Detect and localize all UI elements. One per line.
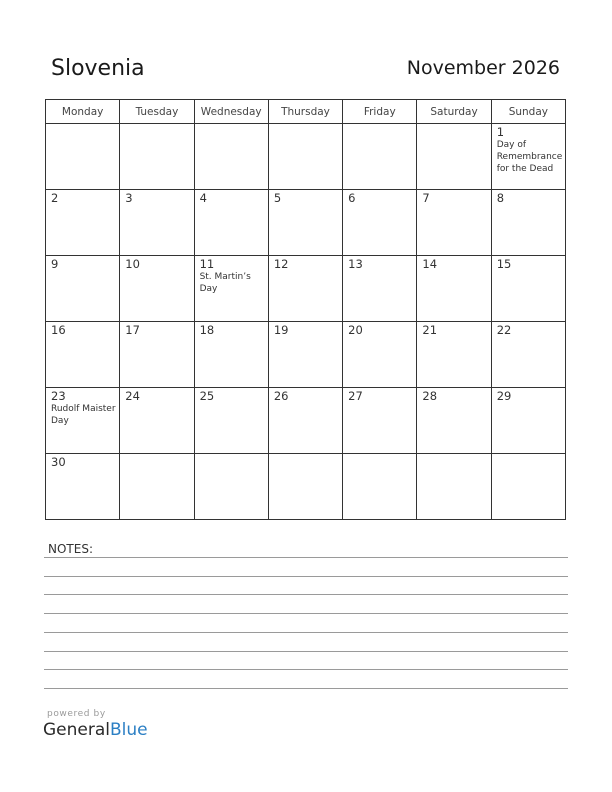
day-cell-content xyxy=(492,322,565,337)
day-cell xyxy=(417,190,491,256)
day-cell xyxy=(417,124,491,190)
day-cell xyxy=(120,388,194,454)
day-cell xyxy=(268,256,342,322)
day-cell xyxy=(268,322,342,388)
day-cell-content xyxy=(269,190,342,205)
day-number: 21 xyxy=(422,323,438,337)
day-cell xyxy=(343,388,417,454)
notes-line xyxy=(44,688,568,689)
holiday-label: Rudolf Maister Day xyxy=(51,404,116,426)
day-number: 15 xyxy=(496,257,512,271)
day-cell-content xyxy=(195,190,268,205)
day-number: 13 xyxy=(348,257,363,271)
logo-general: General xyxy=(43,720,110,740)
day-cell xyxy=(194,190,268,256)
day-number: 14 xyxy=(422,257,438,271)
day-cell-content xyxy=(120,124,193,126)
day-cell-content xyxy=(269,388,342,403)
day-cell-content xyxy=(195,388,268,403)
day-cell xyxy=(491,124,565,190)
day-cell xyxy=(46,388,120,454)
weekday-header-row xyxy=(46,100,566,124)
day-cell-content xyxy=(343,388,416,403)
day-number: 17 xyxy=(125,323,140,337)
day-cell xyxy=(417,454,491,520)
generalblue-logo[interactable] xyxy=(43,720,148,740)
day-cell-content xyxy=(417,454,490,456)
day-cell xyxy=(268,190,342,256)
month-year-title: November 2026 xyxy=(406,57,560,79)
day-cell xyxy=(46,190,120,256)
day-cell-content xyxy=(195,454,268,456)
notes-line xyxy=(44,651,568,652)
day-cell-content xyxy=(46,388,119,427)
day-cell xyxy=(343,322,417,388)
day-number: 18 xyxy=(199,323,215,337)
logo-blue: Blue xyxy=(110,720,148,740)
day-cell xyxy=(343,124,417,190)
holiday-label: Day of Remembrance for the Dead xyxy=(496,140,563,174)
day-cell-content xyxy=(120,454,193,456)
calendar-grid xyxy=(45,99,566,520)
weekday-wednesday: Wednesday xyxy=(194,100,268,124)
day-number: 20 xyxy=(348,323,363,337)
week-row xyxy=(46,190,566,256)
day-cell-content xyxy=(195,124,268,126)
day-number: 28 xyxy=(422,389,438,403)
day-number: 10 xyxy=(125,257,140,271)
notes-label: NOTES: xyxy=(48,542,93,556)
day-number: 30 xyxy=(51,455,66,469)
day-cell-content xyxy=(46,124,119,126)
day-cell-content xyxy=(492,388,565,403)
day-cell xyxy=(194,388,268,454)
day-cell xyxy=(417,388,491,454)
day-cell xyxy=(194,454,268,520)
day-cell-content xyxy=(417,388,490,403)
day-number: 29 xyxy=(496,389,512,403)
day-cell xyxy=(46,322,120,388)
week-row xyxy=(46,322,566,388)
day-number: 8 xyxy=(496,191,505,205)
weekday-monday: Monday xyxy=(46,100,120,124)
day-number: 23 xyxy=(51,389,66,403)
day-cell xyxy=(343,256,417,322)
week-row xyxy=(46,388,566,454)
day-cell-content xyxy=(343,124,416,126)
weekday-saturday: Saturday xyxy=(417,100,491,124)
day-number: 16 xyxy=(51,323,66,337)
day-cell xyxy=(120,454,194,520)
weekday-tuesday: Tuesday xyxy=(120,100,194,124)
day-cell xyxy=(491,388,565,454)
day-number: 11 xyxy=(199,257,215,271)
day-number: 2 xyxy=(51,191,59,205)
day-cell-content xyxy=(343,454,416,456)
powered-by-text: powered by xyxy=(47,709,106,719)
week-row xyxy=(46,454,566,520)
day-cell xyxy=(268,454,342,520)
notes-line xyxy=(44,632,568,633)
day-cell xyxy=(120,190,194,256)
day-cell-content xyxy=(46,454,119,469)
day-number: 12 xyxy=(273,257,289,271)
weekday-sunday: Sunday xyxy=(491,100,565,124)
day-cell-content xyxy=(492,190,565,205)
day-cell xyxy=(343,454,417,520)
day-cell xyxy=(268,124,342,190)
day-number: 19 xyxy=(273,323,289,337)
day-cell-content xyxy=(120,322,193,337)
day-cell-content xyxy=(195,256,268,295)
day-number: 24 xyxy=(125,389,140,403)
notes-line xyxy=(44,557,568,558)
weekday-thursday: Thursday xyxy=(268,100,342,124)
day-cell-content xyxy=(269,322,342,337)
calendar-body xyxy=(46,124,566,520)
day-cell xyxy=(491,454,565,520)
country-title: Slovenia xyxy=(51,56,145,81)
day-number: 4 xyxy=(199,191,207,205)
day-number: 25 xyxy=(199,389,215,403)
day-cell xyxy=(120,322,194,388)
day-cell-content xyxy=(120,256,193,271)
day-number: 5 xyxy=(273,191,282,205)
week-row xyxy=(46,124,566,190)
day-cell xyxy=(417,322,491,388)
day-cell xyxy=(194,256,268,322)
notes-line xyxy=(44,669,568,670)
day-cell-content xyxy=(195,322,268,337)
day-cell xyxy=(343,190,417,256)
day-cell xyxy=(46,256,120,322)
day-cell-content xyxy=(269,124,342,126)
notes-line xyxy=(44,613,568,614)
day-cell-content xyxy=(46,190,119,205)
week-row xyxy=(46,256,566,322)
day-cell xyxy=(194,124,268,190)
notes-line xyxy=(44,594,568,595)
day-cell-content xyxy=(46,256,119,271)
day-cell xyxy=(46,454,120,520)
day-cell-content xyxy=(492,124,565,175)
day-number: 1 xyxy=(496,125,505,139)
day-cell-content xyxy=(343,322,416,337)
day-number: 26 xyxy=(273,389,289,403)
day-cell xyxy=(491,322,565,388)
day-cell-content xyxy=(120,388,193,403)
day-cell xyxy=(120,124,194,190)
day-cell-content xyxy=(343,190,416,205)
day-cell-content xyxy=(417,124,490,126)
day-cell-content xyxy=(269,256,342,271)
holiday-label: St. Martin’s Day xyxy=(199,272,251,294)
day-number: 7 xyxy=(422,191,430,205)
weekday-friday: Friday xyxy=(343,100,417,124)
day-cell xyxy=(46,124,120,190)
day-cell xyxy=(194,322,268,388)
day-cell xyxy=(491,256,565,322)
day-number: 3 xyxy=(125,191,133,205)
day-cell-content xyxy=(417,256,490,271)
day-cell-content xyxy=(343,256,416,271)
notes-line xyxy=(44,576,568,577)
day-cell xyxy=(491,190,565,256)
day-cell xyxy=(120,256,194,322)
day-cell-content xyxy=(492,454,565,456)
day-cell-content xyxy=(46,322,119,337)
day-number: 22 xyxy=(496,323,512,337)
day-cell xyxy=(417,256,491,322)
day-cell xyxy=(268,388,342,454)
day-cell-content xyxy=(417,322,490,337)
day-number: 9 xyxy=(51,257,59,271)
day-cell-content xyxy=(417,190,490,205)
day-cell-content xyxy=(269,454,342,456)
day-number: 6 xyxy=(348,191,356,205)
day-cell-content xyxy=(120,190,193,205)
day-number: 27 xyxy=(348,389,363,403)
day-cell-content xyxy=(492,256,565,271)
